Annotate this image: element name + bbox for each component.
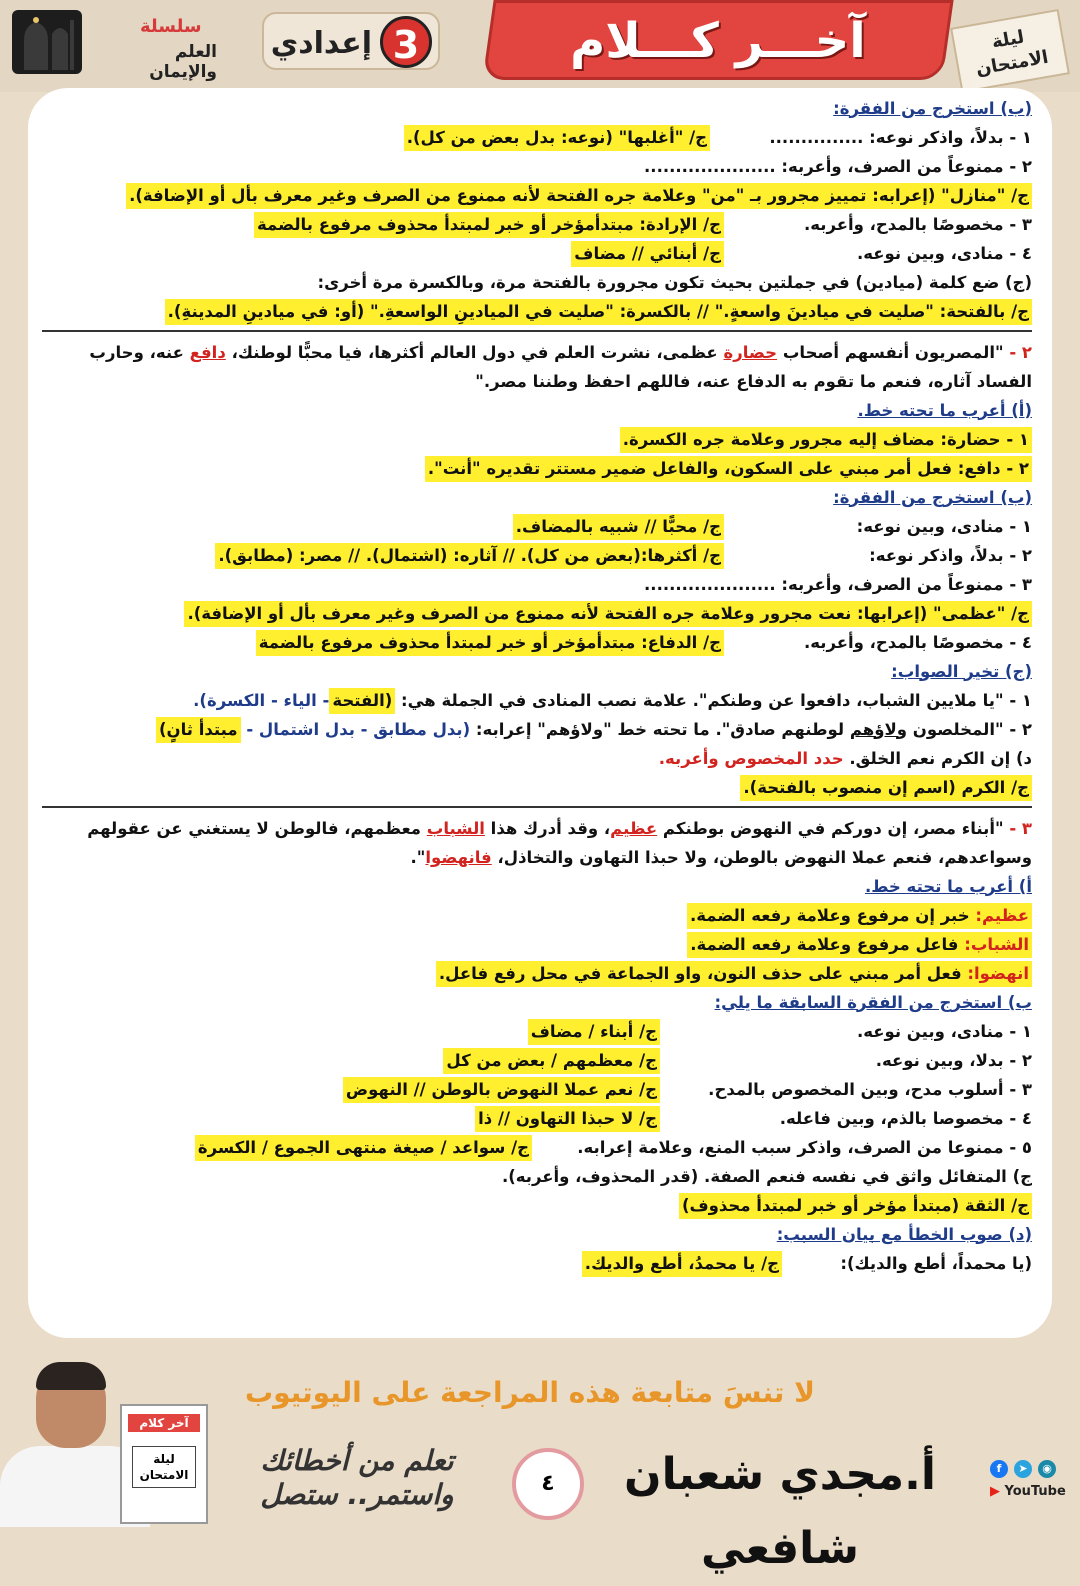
answer: خبر إن مرفوع وعلامة رفعه الضمة. <box>690 905 970 925</box>
page-number: ٤ <box>512 1448 584 1520</box>
grade-badge <box>262 12 440 70</box>
answer: مبتدأ ثانٍ) <box>156 717 241 743</box>
telegram-icon[interactable]: ➤ <box>1014 1460 1032 1478</box>
answer: ج/ أبنائي // مضاف <box>571 241 724 267</box>
youtube-label: YouTube <box>1004 1484 1066 1499</box>
section-heading: (ب) استخرج من الفقرة: <box>833 487 1032 507</box>
worksheet-content <box>42 94 1032 1278</box>
answer: ج/ الثقة (مبتدأ مؤخر أو خبر لمبتدأ محذوف) <box>679 1193 1032 1219</box>
passage-number: ٣ - <box>1009 819 1032 838</box>
choices: - الياء - الكسرة). <box>193 690 330 710</box>
section-heading: (ب) استخرج من الفقرة: <box>833 98 1032 118</box>
youtube-link[interactable] <box>990 1484 1066 1499</box>
qa-row <box>42 1075 1032 1104</box>
answer: ج/ محبًّا // شبيه بالمضاف. <box>513 514 724 540</box>
answer: ج/ يا محمدُ، أطع والديك. <box>582 1251 782 1277</box>
teacher-name: أ.مجدي شعبان شافعي <box>624 1449 936 1574</box>
question: ٤ - منادى، وبين نوعه. <box>856 243 1032 263</box>
facebook-icon[interactable]: f <box>990 1460 1008 1478</box>
passage-text: "المصريون أنفسهم أصحاب <box>782 343 1004 362</box>
underlined-word: عظيم <box>610 819 658 838</box>
question: لوطنهم صادق". ما تحته خط "ولاؤهم" إعرابه: <box>475 719 845 739</box>
qa-row <box>42 715 1032 744</box>
section-heading: (أ) أعرب ما تحته خط. <box>857 400 1032 420</box>
section-heading: أ) أعرب ما تحته خط. <box>864 876 1032 896</box>
grade-number: 3 <box>380 16 432 68</box>
answer: فاعل مرفوع وعلامة رفعه الضمة. <box>690 934 959 954</box>
question: ٣ - مخصوصًا بالمدح، وأعربه. <box>803 214 1032 234</box>
qa-row <box>42 239 1032 268</box>
choices: (بدل مطابق <box>373 719 471 739</box>
passage-text: ". <box>410 848 426 867</box>
answer: ج/ نعم عملا النهوض بالوطن // النهوض <box>343 1077 660 1103</box>
question: ٢ - بدلاً، واذكر نوعه: <box>869 545 1032 565</box>
qa-row <box>42 123 1032 152</box>
qa-row <box>42 1104 1032 1133</box>
answer: ج/ "منازل" (إعرابه: تمييز مجرور بـ "من" وعلامة جره الفتحة لأنه ممنوع من الصرف وغير معرف بأل أو الإضافة). <box>126 183 1032 209</box>
term: عظيم: <box>975 905 1029 925</box>
answer: ج/ معظمهم / بعض من كل <box>443 1048 660 1074</box>
qa-row <box>42 744 1032 773</box>
passage-number: ٢ - <box>1009 343 1032 362</box>
question: (يا محمداً، أطع والديك): <box>840 1253 1032 1273</box>
term: الشباب: <box>964 934 1029 954</box>
passage-text: معظمهم، فالوطن لا يستغني عن عقولهم وسواعدهم، فنعم عملا النهوض بالوطن، ولا حبذا التهاون والتخاذل، <box>87 819 1032 867</box>
answer: ج/ سواعد / صيغة منتهى الجموع / الكسرة <box>195 1135 532 1161</box>
passage-text: عنه، وحارب الفساد آثاره، فنعم ما تقوم به الدفاع عنه، فاللهم احفظ وطننا مصر." <box>89 343 1032 391</box>
answer: ج/ الكرم (اسم إن منصوب بالفتحة). <box>740 775 1032 801</box>
book-cover <box>120 1404 208 1524</box>
section-divider <box>42 330 1032 332</box>
series-label: سلسلة <box>140 16 202 37</box>
youtube-icon: ▶ <box>990 1484 1000 1499</box>
qa-row <box>42 512 1032 541</box>
qa-row <box>42 541 1032 570</box>
choices: - بدل اشتمال - <box>246 719 368 739</box>
qa-row <box>42 1046 1032 1075</box>
teacher-photo <box>0 1360 210 1527</box>
answer: ١ - حضارة: مضاف إليه مجرور وعلامة جره الكسرة. <box>620 427 1032 453</box>
term: انهضوا: <box>967 963 1029 983</box>
question: ١ - بدلاً، واذكر نوعه: ............... <box>769 127 1032 147</box>
social-links <box>988 1460 1068 1510</box>
page-footer <box>0 1340 1080 1574</box>
passage-text: "أبناء مصر، إن دوركم في النهوض بوطنكم <box>662 819 1004 838</box>
series-logo <box>12 8 217 82</box>
question: (ج) ضع كلمة (ميادين) في جملتين بحيث تكون مجرورة بالفتحة مرة، وبالكسرة مرة أخرى: <box>317 272 1032 292</box>
question: ٢ - ممنوعاً من الصرف، وأعربه: ..................... <box>644 156 1032 176</box>
question: د) إن الكرم نعم الخلق. <box>849 748 1032 768</box>
slogan-line: تعلم من أخطائك <box>260 1444 454 1477</box>
grade-label: إعدادي <box>270 26 372 61</box>
answer: ج/ أكثرها:(بعض من كل). // آثاره: (اشتمال). // مصر: (مطابق). <box>215 543 724 569</box>
answer: (الفتحة <box>329 688 395 714</box>
underlined-word: فانهضوا <box>425 848 492 867</box>
page-title-banner <box>482 0 953 80</box>
question: ١ - "يا ملايين الشباب، دافعوا عن وطنكم". علامة نصب المنادى في الجملة هي: <box>401 690 1032 710</box>
qa-row <box>42 628 1032 657</box>
slogan-line: واستمر.. ستصل <box>260 1478 454 1511</box>
globe-icon[interactable]: ◉ <box>1038 1460 1056 1478</box>
exam-night-badge: ليلة الامتحان <box>950 9 1070 93</box>
answer: ج/ الدفاع: مبتدأمؤخر أو خبر لمبتدأ محذوف مرفوع بالضمة <box>256 630 724 656</box>
question: ج) المتفائل واثق في نفسه فنعم الصفة. (قدر المحذوف، وأعربه). <box>501 1166 1032 1186</box>
passage-text: عظمى، نشرت العلم في دول العالم أكثرها، فيا محبًّا لوطنك، <box>231 343 718 362</box>
book-title: آخر كلام <box>128 1414 200 1432</box>
answer: ج/ لا حبذا التهاون // ذا <box>475 1106 660 1132</box>
question: ٤ - مخصوصًا بالمدح، وأعربه. <box>803 632 1032 652</box>
qa-row <box>42 686 1032 715</box>
question: ٣ - ممنوعاً من الصرف، وأعربه: ..................... <box>644 574 1032 594</box>
qa-row <box>42 210 1032 239</box>
answer: فعل أمر مبني على حذف النون، واو الجماعة في محل رفع فاعل. <box>438 963 962 983</box>
underlined-word: الشباب <box>426 819 485 838</box>
passage-2 <box>42 338 1032 396</box>
answer: ج/ بالفتحة: "صليت في ميادينَ واسعةٍ." // بالكسرة: "صليت في الميادينِ الواسعةِ." (أو: في ميادينِ المدينةِ). <box>165 299 1032 325</box>
page-header <box>0 0 1080 92</box>
youtube-reminder: لا تنسَ متابعة هذه المراجعة على اليوتيوب <box>244 1376 816 1409</box>
section-heading: ب) استخرج من الفقرة السابقة ما يلي: <box>714 992 1032 1012</box>
underlined-word: ولاؤهم <box>849 719 907 739</box>
question: ١ - منادى، وبين نوعه: <box>856 516 1032 536</box>
answer: ج/ الإرادة: مبتدأمؤخر أو خبر لمبتدأ محذوف مرفوع بالضمة <box>254 212 724 238</box>
series-name: العلم والإيمان <box>149 42 217 82</box>
qa-row <box>42 1133 1032 1162</box>
qa-row <box>42 1249 1032 1278</box>
section-heading: (د) صوب الخطأ مع بيان السبب: <box>776 1224 1032 1244</box>
section-heading: (ج) تخير الصواب: <box>891 661 1032 681</box>
instruction: حدد المخصوص وأعربه. <box>658 748 844 768</box>
slogan <box>222 1444 492 1512</box>
passage-3 <box>42 814 1032 872</box>
page-title: آخـــر كـــلام <box>570 13 866 69</box>
question: ٣ - أسلوب مدح، وبين المخصوص بالمدح. <box>708 1079 1032 1099</box>
section-divider <box>42 806 1032 808</box>
question: ٢ - بدلا، وبين نوعه. <box>875 1050 1032 1070</box>
book-subtitle: ليلة الامتحان <box>132 1446 196 1488</box>
mosque-icon <box>12 10 82 74</box>
question: ٤ - مخصوصا بالذم، وبين فاعله. <box>779 1108 1032 1128</box>
answer: ج/ "عظمى" (إعرابها: نعت مجرور وعلامة جره الفتحة لأنه ممنوع من الصرف وغير معرف بأل أو الإضافة). <box>184 601 1032 627</box>
question: ١ - منادى، وبين نوعه. <box>856 1021 1032 1041</box>
underlined-word: دافع <box>189 343 226 362</box>
answer: ٢ - دافع: فعل أمر مبني على السكون، والفاعل ضمير مستتر تقديره "أنت". <box>425 456 1032 482</box>
answer: ج/ "أغلبها" (نوعه: بدل بعض من كل). <box>404 125 710 151</box>
qa-row <box>42 1017 1032 1046</box>
underlined-word: حضارة <box>723 343 778 362</box>
question: ٢ - "المخلصون <box>912 719 1032 739</box>
answer: ج/ أبناء / مضاف <box>528 1019 660 1045</box>
person-hair <box>36 1362 106 1390</box>
question: ٥ - ممنوعا من الصرف، واذكر سبب المنع، وعلامة إعرابه. <box>577 1137 1032 1157</box>
passage-text: ، وقد أدرك هذا <box>490 819 611 838</box>
